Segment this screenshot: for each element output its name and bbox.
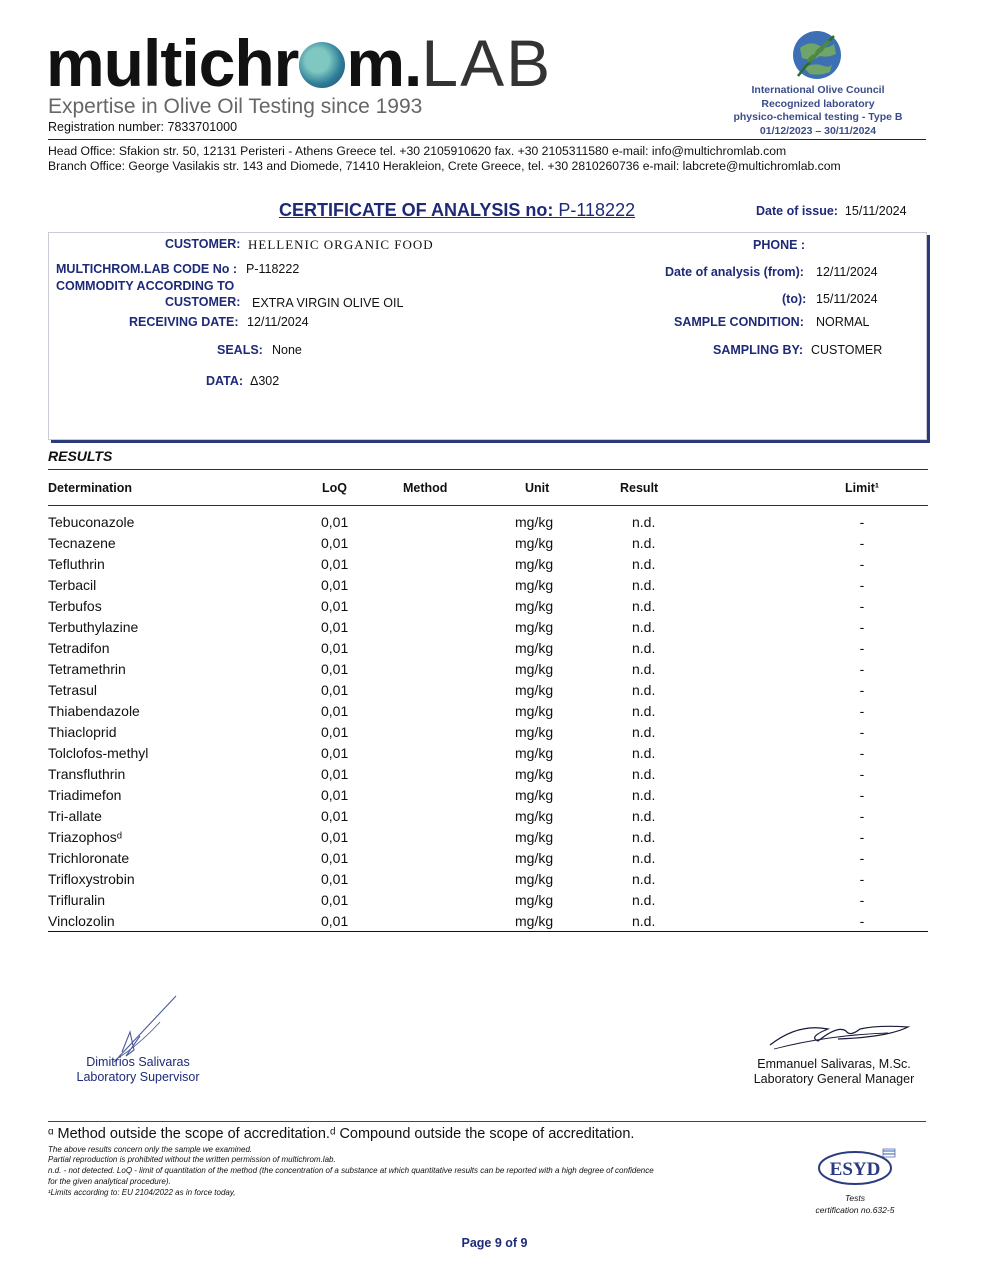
esyd-line-1: Tests	[844, 1193, 865, 1203]
limit-cell: -	[859, 913, 865, 929]
result-cell: n.d.	[632, 577, 656, 593]
certificate-title-text: CERTIFICATE OF ANALYSIS no:	[279, 200, 554, 220]
table-row	[48, 850, 928, 871]
table-row	[48, 829, 928, 850]
commodity-label: COMMODITY ACCORDING TO	[56, 279, 235, 293]
determination-cell: Tolclofos-methyl	[48, 745, 149, 761]
limit-cell: -	[859, 871, 865, 887]
results-title: RESULTS	[48, 448, 113, 464]
result-cell: n.d.	[632, 598, 656, 614]
loq-cell: 0,01	[321, 850, 349, 866]
loq-cell: 0,01	[321, 871, 349, 887]
limit-cell: -	[859, 577, 865, 593]
result-cell: n.d.	[632, 829, 656, 845]
data-label: DATA:	[206, 374, 244, 388]
footer-note: ¹Limits according to: EU 2104/2022 as in force today,	[48, 1188, 236, 1197]
customer-value: HELLENIC ORGANIC FOOD	[248, 237, 434, 252]
limit-cell: -	[859, 724, 865, 740]
result-cell: n.d.	[632, 766, 656, 782]
result-cell: n.d.	[632, 682, 656, 698]
unit-cell: mg/kg	[515, 577, 554, 593]
loq-cell: 0,01	[321, 892, 349, 908]
loq-cell: 0,01	[321, 745, 349, 761]
loq-cell: 0,01	[321, 598, 349, 614]
determination-cell: Terbufos	[48, 598, 102, 614]
limit-cell: -	[859, 598, 865, 614]
unit-cell: mg/kg	[515, 745, 554, 761]
result-cell: n.d.	[632, 808, 656, 824]
loq-cell: 0,01	[321, 703, 349, 719]
loq-cell: 0,01	[321, 829, 349, 845]
unit-cell: mg/kg	[515, 619, 554, 635]
analysis-to-value: 15/11/2024	[816, 292, 878, 306]
unit-cell: mg/kg	[515, 871, 554, 887]
logo-mid-text: m.	[346, 26, 422, 100]
results-bottom-rule	[48, 931, 928, 932]
table-row	[48, 514, 928, 535]
table-row	[48, 787, 928, 808]
ioc-line: Recognized laboratory	[761, 97, 875, 110]
branch-office: Branch Office: George Vasilakis str. 143 and Diomede, 71410 Herakleion, Crete Greece, tel. +30 2810260736 e-mail: labcrete@multichromlab.com	[48, 159, 841, 173]
table-row	[48, 682, 928, 703]
page-number: Page 9 of 9	[461, 1236, 528, 1250]
loq-cell: 0,01	[321, 808, 349, 824]
ioc-line: 01/12/2023 – 30/11/2024	[759, 124, 877, 137]
seals-label: SEALS:	[217, 343, 263, 357]
unit-cell: mg/kg	[515, 724, 554, 740]
unit-cell: mg/kg	[515, 640, 554, 656]
results-top-rule	[48, 469, 928, 470]
unit-cell: mg/kg	[515, 598, 554, 614]
flask-logo-icon	[299, 42, 345, 88]
determination-cell: Thiacloprid	[48, 724, 117, 740]
logo-main-text: multichr	[46, 26, 299, 100]
determination-cell: Tefluthrin	[48, 556, 105, 572]
limit-cell: -	[859, 703, 865, 719]
registration-number: Registration number: 7833701000	[48, 120, 238, 134]
phone-label: PHONE :	[753, 238, 806, 252]
determination-cell: Vinclozolin	[48, 913, 115, 929]
determination-cell: Trifluralin	[48, 892, 106, 908]
limit-cell: -	[859, 808, 865, 824]
loq-cell: 0,01	[321, 556, 349, 572]
determination-cell: Tecnazene	[48, 535, 116, 551]
issue-date-value: 15/11/2024	[844, 204, 907, 218]
manager-name: Emmanuel Salivaras, M.Sc.	[757, 1057, 911, 1071]
determination-cell: Triazophosᵈ	[48, 829, 123, 845]
company-logo	[46, 26, 553, 100]
supervisor-title: Laboratory Supervisor	[76, 1070, 200, 1084]
loq-cell: 0,01	[321, 724, 349, 740]
manager-signature	[768, 1015, 918, 1055]
result-cell: n.d.	[632, 871, 656, 887]
limit-cell: -	[859, 619, 865, 635]
loq-cell: 0,01	[321, 514, 349, 530]
result-cell: n.d.	[632, 745, 656, 761]
limit-cell: -	[859, 661, 865, 677]
ioc-globe-icon	[790, 28, 844, 82]
unit-cell: mg/kg	[515, 682, 554, 698]
determination-cell: Terbacil	[48, 577, 97, 593]
code-label: MULTICHROM.LAB CODE No :	[56, 262, 237, 276]
limit-cell: -	[859, 892, 865, 908]
logo-lab-text: LAB	[421, 26, 553, 100]
manager-block	[740, 1057, 928, 1087]
result-cell: n.d.	[632, 640, 656, 656]
table-row	[48, 703, 928, 724]
certificate-number: P-118222	[558, 200, 636, 220]
result-cell: n.d.	[632, 724, 656, 740]
loq-cell: 0,01	[321, 682, 349, 698]
footer-note: The above results concern only the sample we examined.	[48, 1145, 253, 1154]
receiving-date-label: RECEIVING DATE:	[129, 315, 239, 329]
determination-cell: Terbuthylazine	[48, 619, 139, 635]
determination-cell: Triadimefon	[48, 787, 122, 803]
result-cell: n.d.	[632, 850, 656, 866]
determination-cell: Tebuconazole	[48, 514, 135, 530]
unit-cell: mg/kg	[515, 556, 554, 572]
determination-cell: Trifloxystrobin	[48, 871, 135, 887]
limit-cell: -	[859, 556, 865, 572]
limit-cell: -	[859, 682, 865, 698]
sampling-by-value: CUSTOMER	[811, 343, 883, 357]
esyd-logo-icon	[815, 1148, 897, 1186]
table-row	[48, 808, 928, 829]
unit-cell: mg/kg	[515, 892, 554, 908]
table-row	[48, 766, 928, 787]
analysis-from-value: 12/11/2024	[816, 265, 878, 279]
seals-value: None	[272, 343, 302, 357]
col-determination: Determination	[48, 481, 133, 495]
loq-cell: 0,01	[321, 661, 349, 677]
table-row	[48, 871, 928, 892]
result-cell: n.d.	[632, 556, 656, 572]
limit-cell: -	[859, 745, 865, 761]
loq-cell: 0,01	[321, 535, 349, 551]
determination-cell: Tri-allate	[48, 808, 102, 824]
result-cell: n.d.	[632, 892, 656, 908]
data-value: Δ302	[250, 374, 280, 388]
unit-cell: mg/kg	[515, 661, 554, 677]
esyd-certification	[800, 1192, 910, 1216]
loq-cell: 0,01	[321, 766, 349, 782]
footer-note: n.d. - not detected. LoQ - limit of quantitation of the method (the concentration of a substance at which quantitative results can be reported with a high degree of confidence	[48, 1166, 654, 1175]
unit-cell: mg/kg	[515, 766, 554, 782]
determination-cell: Thiabendazole	[48, 703, 140, 719]
sample-condition-value: NORMAL	[816, 315, 870, 329]
table-row	[48, 535, 928, 556]
col-loq: LoQ	[322, 481, 347, 495]
sampling-by-label: SAMPLING BY:	[713, 343, 804, 357]
determination-cell: Transfluthrin	[48, 766, 126, 782]
commodity-customer-label: CUSTOMER:	[165, 295, 241, 309]
supervisor-block	[58, 1055, 218, 1085]
col-method: Method	[403, 481, 448, 495]
unit-cell: mg/kg	[515, 535, 554, 551]
customer-label: CUSTOMER:	[165, 237, 241, 251]
tagline: Expertise in Olive Oil Testing since 1993	[48, 95, 423, 118]
determination-cell: Tetramethrin	[48, 661, 126, 677]
loq-cell: 0,01	[321, 913, 349, 929]
unit-cell: mg/kg	[515, 808, 554, 824]
limit-cell: -	[859, 829, 865, 845]
unit-cell: mg/kg	[515, 514, 554, 530]
certificate-title	[279, 200, 635, 221]
table-row	[48, 598, 928, 619]
result-cell: n.d.	[632, 535, 656, 551]
determination-cell: Tetradifon	[48, 640, 110, 656]
analysis-to-label: (to):	[782, 292, 807, 306]
loq-cell: 0,01	[321, 619, 349, 635]
head-office: Head Office: Sfakion str. 50, 12131 Peristeri - Athens Greece tel. +30 2105910620 fax. +30 2105311580 e-mail: info@multichromlab.com	[48, 144, 787, 158]
table-row	[48, 724, 928, 745]
loq-cell: 0,01	[321, 577, 349, 593]
table-row	[48, 661, 928, 682]
accreditation-note: ᵅ Method outside the scope of accreditation.ᵈ Compound outside the scope of accreditation.	[48, 1126, 635, 1142]
analysis-from-label: Date of analysis (from):	[665, 265, 804, 279]
table-row	[48, 892, 928, 913]
result-cell: n.d.	[632, 661, 656, 677]
limit-cell: -	[859, 850, 865, 866]
commodity-value: EXTRA VIRGIN OLIVE OIL	[252, 296, 404, 310]
table-row	[48, 577, 928, 598]
result-cell: n.d.	[632, 913, 656, 929]
code-value: P-118222	[246, 262, 300, 276]
table-row	[48, 619, 928, 640]
unit-cell: mg/kg	[515, 703, 554, 719]
limit-cell: -	[859, 514, 865, 530]
loq-cell: 0,01	[321, 640, 349, 656]
unit-cell: mg/kg	[515, 829, 554, 845]
esyd-logo-text: ESYD	[829, 1159, 881, 1180]
sample-condition-label: SAMPLE CONDITION:	[674, 315, 804, 329]
unit-cell: mg/kg	[515, 913, 554, 929]
manager-title: Laboratory General Manager	[753, 1072, 915, 1086]
footer-note: Partial reproduction is prohibited without the written permission of multichrom.lab.	[48, 1155, 336, 1164]
header-divider	[48, 139, 926, 140]
results-header-rule	[48, 505, 928, 506]
table-row	[48, 640, 928, 661]
result-cell: n.d.	[632, 787, 656, 803]
result-cell: n.d.	[632, 514, 656, 530]
determination-cell: Trichloronate	[48, 850, 130, 866]
loq-cell: 0,01	[321, 787, 349, 803]
table-row	[48, 556, 928, 577]
issue-date-label: Date of issue:	[756, 204, 838, 218]
ioc-recognition	[718, 84, 918, 138]
issue-date	[756, 204, 907, 218]
result-cell: n.d.	[632, 619, 656, 635]
unit-cell: mg/kg	[515, 850, 554, 866]
determination-cell: Tetrasul	[48, 682, 98, 698]
esyd-line-2: certification no.632-5	[815, 1205, 895, 1215]
result-cell: n.d.	[632, 703, 656, 719]
limit-cell: -	[859, 787, 865, 803]
receiving-date-value: 12/11/2024	[247, 315, 309, 329]
table-row	[48, 745, 928, 766]
footer-note: for the given analytical procedure).	[48, 1177, 171, 1186]
col-limit: Limit¹	[845, 481, 880, 495]
ioc-line: International Olive Council	[751, 84, 885, 96]
ioc-line: physico-chemical testing - Type B	[733, 111, 903, 123]
limit-cell: -	[859, 766, 865, 782]
col-unit: Unit	[525, 481, 550, 495]
footer-divider	[48, 1121, 926, 1122]
col-result: Result	[620, 481, 659, 495]
unit-cell: mg/kg	[515, 787, 554, 803]
supervisor-name: Dimitrios Salivaras	[86, 1055, 190, 1069]
limit-cell: -	[859, 640, 865, 656]
limit-cell: -	[859, 535, 865, 551]
